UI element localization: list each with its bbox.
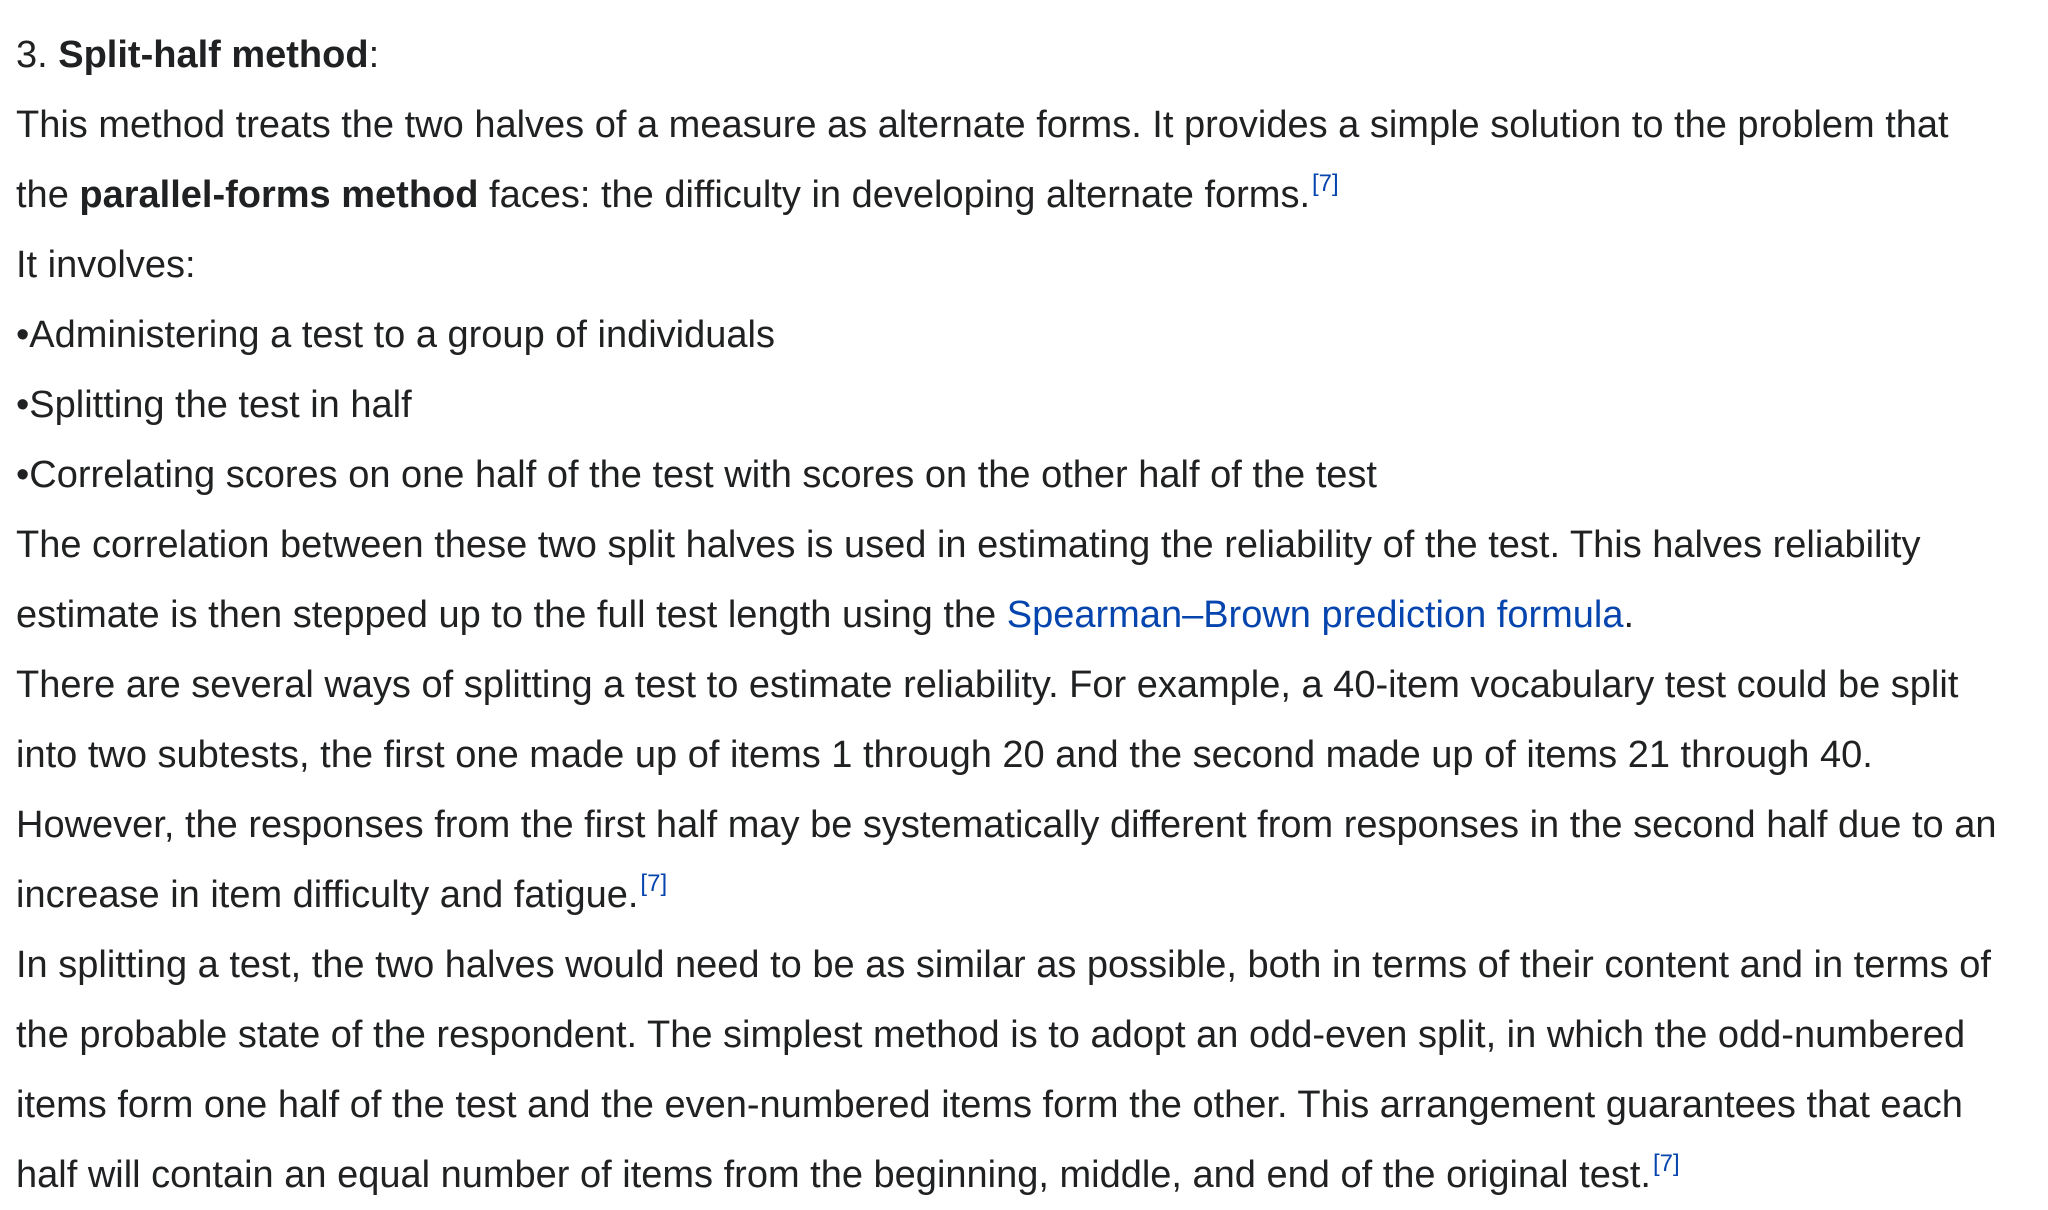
citation-link[interactable]: [7] [1312, 170, 1339, 197]
splitting-line-4: half will contain an equal number of items from the beginning, middle, and end of the original test.[7] [16, 1150, 1680, 1196]
correlation-line-2: estimate is then stepped up to the full test length using the Spearman–Brown prediction formula. [16, 594, 1635, 636]
heading-colon: : [368, 34, 380, 76]
list-item: •Splitting the test in half [16, 384, 412, 426]
ways-line-2: into two subtests, the first one made up of items 1 through 20 and the second made up of items 21 through 40. [16, 734, 1873, 776]
heading-number: 3. [16, 34, 59, 76]
ways-line-4: increase in item difficulty and fatigue.[7] [16, 870, 668, 916]
citation-ref-ways[interactable] [640, 870, 667, 897]
citation-link[interactable]: [7] [1652, 1150, 1680, 1177]
intro-line-1: This method treats the two halves of a measure as alternate forms. It provides a simple solution to the problem that [16, 104, 1949, 146]
splitting-line-2: the probable state of the respondent. The simplest method is to adopt an odd-even split, in which the odd-numbered [16, 1014, 1966, 1056]
spearman-brown-link[interactable]: Spearman–Brown prediction formula [1006, 594, 1624, 636]
intro-line-2: the parallel-forms method faces: the difficulty in developing alternate forms.[7] [16, 170, 1339, 216]
ways-line-1: There are several ways of splitting a test to estimate reliability. For example, a 40-item vocabulary test could be split [16, 664, 1959, 706]
heading-title: Split-half method [58, 34, 369, 76]
correlation-line-1: The correlation between these two split halves is used in estimating the reliability of the test. This halves reliability [16, 524, 1921, 566]
section-heading [16, 20, 2040, 90]
splitting-line-1: In splitting a test, the two halves would need to be as similar as possible, both in terms of their content and in terms of [16, 944, 1991, 986]
involves-label: It involves: [16, 244, 196, 286]
citation-link[interactable]: [7] [640, 870, 668, 897]
article-body [16, 20, 2040, 1210]
ways-line-3: However, the responses from the first half may be systematically different from responses in the second half due to an [16, 804, 1997, 846]
list-item: •Administering a test to a group of individuals [16, 314, 775, 356]
parallel-forms-term: parallel-forms method [79, 174, 479, 216]
citation-ref-splitting[interactable] [1653, 1150, 1680, 1177]
citation-ref-intro[interactable] [1312, 170, 1339, 197]
list-item: •Correlating scores on one half of the test with scores on the other half of the test [16, 454, 1377, 496]
splitting-line-3: items form one half of the test and the even-numbered items form the other. This arrangement guarantees that each [16, 1084, 1963, 1126]
